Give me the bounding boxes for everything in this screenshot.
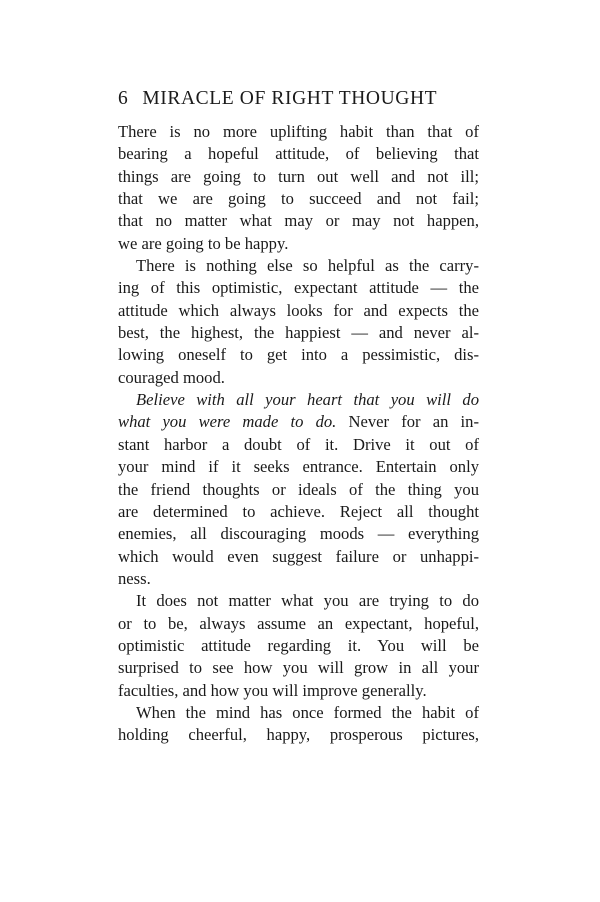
line-text: ness.: [118, 568, 151, 588]
line-text: lowing oneself to get into a pessimistic, dis-: [118, 345, 479, 365]
text-line: [118, 479, 479, 501]
line-text: There is no more uplifting habit than that of: [118, 122, 479, 141]
text-line: [118, 590, 479, 612]
line-text: bearing a hopeful attitude, of believing that: [118, 144, 479, 164]
running-header: [118, 88, 480, 110]
text-line: [118, 166, 479, 188]
line-text: When the mind has once formed the habit of: [136, 702, 479, 722]
line-text: It does not matter what you are trying to do: [136, 591, 479, 611]
text-line: [118, 456, 479, 478]
text-line: [118, 434, 479, 456]
line-text: There is nothing else so helpful as the carry-: [136, 256, 479, 276]
text-line: [118, 389, 479, 411]
line-text: faculties, and how you will improve generally.: [118, 680, 427, 700]
text-line: [118, 210, 479, 232]
line-text: stant harbor a doubt of it. Drive it out of: [118, 434, 479, 454]
text-line: [118, 188, 479, 210]
line-text: optimistic attitude regarding it. You will be: [118, 635, 479, 655]
text-line: [118, 657, 479, 679]
text-line: [118, 233, 479, 255]
line-text: best, the highest, the happiest — and never al-: [118, 323, 479, 343]
text-line: [118, 724, 479, 746]
line-text: enemies, all discouraging moods — everything: [118, 524, 479, 544]
line-text: we are going to be happy.: [118, 233, 289, 253]
line-text: are determined to achieve. Reject all thought: [118, 501, 479, 521]
line-text: or to be, always assume an expectant, hopeful,: [118, 613, 479, 633]
italic-text: Believe with all your heart that you will do: [136, 390, 479, 410]
text-line: [118, 501, 479, 523]
text-line: [118, 523, 479, 545]
line-text: couraged mood.: [118, 367, 225, 387]
text-line: [118, 300, 479, 322]
line-text: your mind if it seeks entrance. Entertain only: [118, 457, 479, 477]
text-line: [118, 680, 479, 702]
text-line: [118, 143, 479, 165]
line-text: attitude which always looks for and expects the: [118, 300, 479, 320]
text-line: [118, 322, 479, 344]
page-number: 6: [118, 88, 129, 109]
text-line: [118, 277, 479, 299]
line-text: holding cheerful, happy, prosperous pictures,: [118, 725, 479, 745]
text-line: [118, 367, 479, 389]
text-line: [118, 568, 479, 590]
line-text: the friend thoughts or ideals of the thing you: [118, 479, 479, 499]
text-line: [118, 613, 479, 635]
line-text: Never for an in-: [336, 412, 479, 432]
text-line: [118, 121, 479, 143]
line-text: surprised to see how you will grow in all your: [118, 658, 479, 678]
italic-text: what you were made to do.: [118, 412, 337, 432]
running-title: MIRACLE OF RIGHT THOUGHT: [142, 88, 438, 109]
text-line: [118, 635, 479, 657]
text-line: [118, 411, 479, 433]
page-body-text: [118, 121, 479, 747]
line-text: ing of this optimistic, expectant attitude — the: [118, 278, 479, 298]
text-line: [118, 702, 479, 724]
line-text: things are going to turn out well and not ill;: [118, 166, 479, 186]
text-line: [118, 546, 479, 568]
line-text: that we are going to succeed and not fail;: [118, 189, 479, 209]
line-text: that no matter what may or may not happen,: [118, 211, 479, 231]
text-line: [118, 255, 479, 277]
text-line: [118, 344, 479, 366]
line-text: which would even suggest failure or unhappi-: [118, 546, 479, 566]
